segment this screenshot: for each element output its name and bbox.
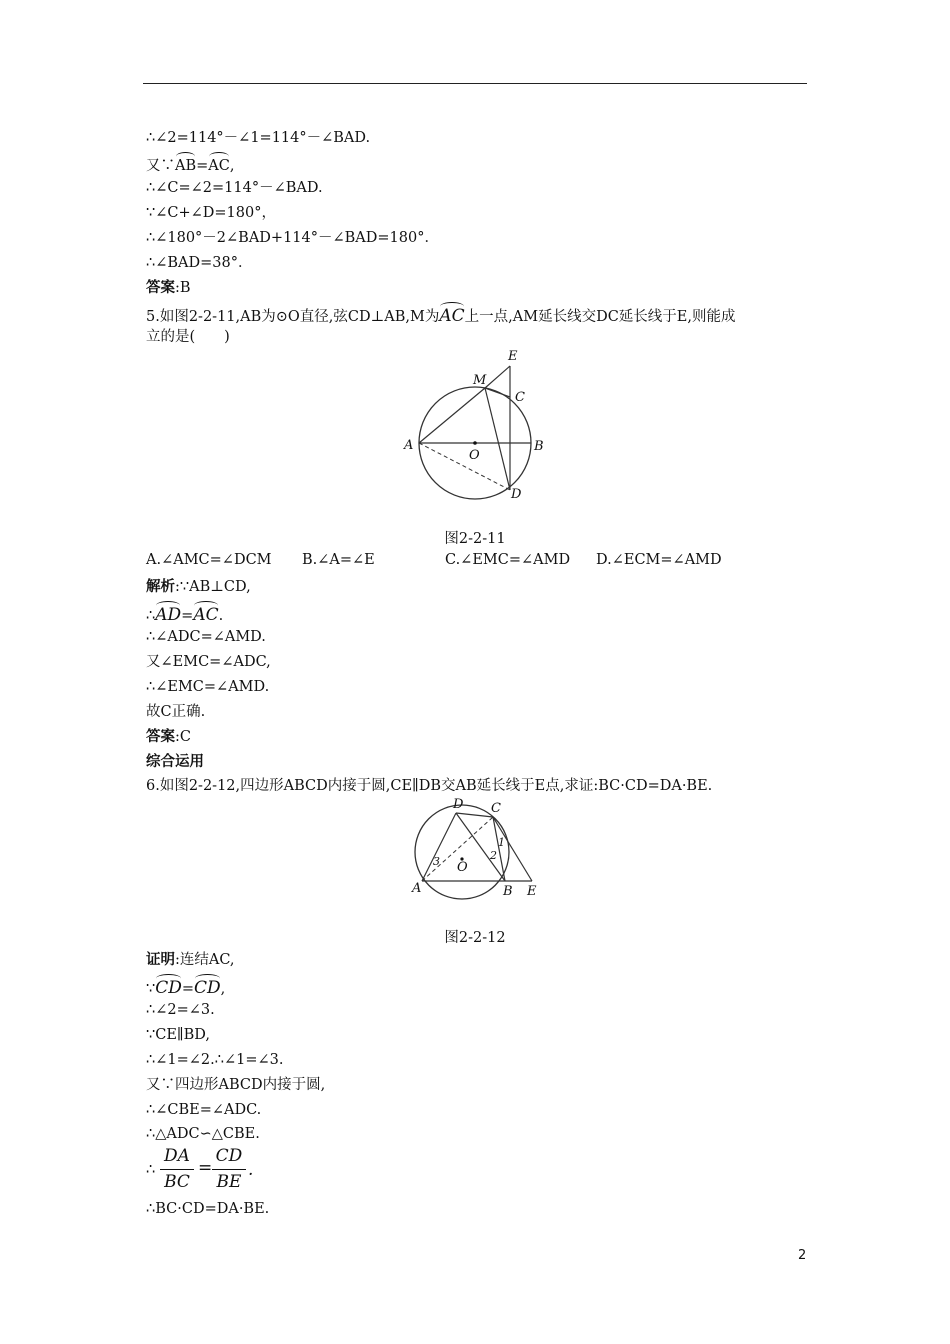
- figure-1-caption: 图2-2-11: [444, 531, 506, 547]
- segment-me: [485, 366, 510, 388]
- analysis-line4: 又∠EMC=∠ADC,: [146, 654, 271, 670]
- proof-line5: ∴∠1=∠2.∴∠1=∠3.: [146, 1052, 284, 1068]
- fraction-bar-1: [160, 1169, 194, 1170]
- line-bad: ∴∠BAD=38°．: [146, 255, 253, 271]
- question-6: 6.如图2-2-12,四边形ABCD内接于圆,CE∥DB交AB延长线于E点,求证:BC·CD=DA·BE.: [146, 778, 713, 794]
- label-c: C: [515, 390, 525, 405]
- answer-1: 答案:B: [146, 280, 191, 296]
- analysis-line6: 故C正确.: [146, 704, 206, 720]
- label-o-2: O: [457, 860, 468, 875]
- option-a: A.∠AMC=∠DCM: [146, 552, 272, 568]
- figure-2-2-11: [395, 340, 555, 510]
- fraction-bar-2: [212, 1169, 246, 1170]
- label-d: D: [511, 487, 522, 502]
- analysis-line3: ∴∠ADC=∠AMD.: [146, 629, 266, 645]
- label-d-2: D: [453, 797, 464, 812]
- denominator-bc: BC: [164, 1172, 190, 1192]
- side-ad: [422, 813, 456, 881]
- option-c: C.∠EMC=∠AMD: [445, 552, 571, 568]
- proof-line8: ∴△ADC∽△CBE.: [146, 1126, 260, 1142]
- proof-start: 证明:连结AC,: [146, 952, 235, 968]
- arc-cd-1: CD: [155, 974, 182, 998]
- option-d: D.∠ECM=∠AMD: [596, 552, 722, 568]
- figure-2-2-12: [405, 795, 555, 905]
- section-heading: 综合运用: [146, 754, 204, 770]
- label-angle-1: 1: [498, 836, 505, 849]
- analysis-arcs: ∴AD=AC.: [146, 601, 223, 626]
- proof-line4: ∵CE∥BD,: [146, 1027, 210, 1043]
- chord-md: [485, 388, 510, 490]
- header-rule: [143, 83, 807, 84]
- line-arc-equal: 又∵AB=AC,: [146, 152, 234, 176]
- center-dot: [473, 441, 477, 445]
- fraction-therefore: ∴: [146, 1162, 156, 1178]
- chord-am: [419, 388, 485, 443]
- analysis-start: 解析:∵AB⊥CD,: [146, 579, 251, 595]
- figure-2-caption: 图2-2-12: [444, 930, 506, 946]
- side-dc: [456, 813, 493, 817]
- fraction-period: .: [248, 1160, 254, 1180]
- label-b: B: [534, 439, 544, 454]
- numerator-da: DA: [164, 1146, 190, 1166]
- arc-cd-2: CD: [194, 974, 221, 998]
- line-angle-c: ∴∠C=∠2=114°－∠BAD.: [146, 180, 323, 196]
- proof-arcs: ∵CD=CD,: [146, 974, 225, 999]
- label-angle-3: 3: [433, 855, 440, 868]
- equals-sign: =: [198, 1158, 213, 1178]
- label-o: O: [469, 448, 480, 463]
- analysis-line5: ∴∠EMC=∠AMD.: [146, 679, 270, 695]
- label-e-2: E: [527, 884, 537, 899]
- numerator-cd: CD: [215, 1146, 243, 1166]
- label-c-2: C: [491, 801, 501, 816]
- chord-mc: [485, 388, 510, 397]
- proof-line7: ∴∠CBE=∠ADC.: [146, 1102, 262, 1118]
- question-5-line2: 立的是( ): [146, 329, 230, 345]
- dashed-ad: [419, 443, 510, 490]
- line-equation: ∴∠180°－2∠BAD+114°－∠BAD=180°．: [146, 230, 439, 246]
- answer-2: 答案:C: [146, 729, 191, 745]
- label-b-2: B: [503, 884, 513, 899]
- line-c-plus-d: ∵∠C+∠D=180°，: [146, 205, 276, 221]
- denominator-be: BE: [216, 1172, 242, 1192]
- arc-ac: AC: [208, 152, 230, 176]
- label-a-2: A: [412, 881, 422, 896]
- label-angle-2: 2: [490, 849, 497, 862]
- arc-ac-q5: AC: [439, 302, 464, 326]
- option-b: B.∠A=∠E: [302, 552, 375, 568]
- proof-conclusion: ∴BC·CD=DA·BE.: [146, 1201, 270, 1217]
- arc-ac-2: AC: [193, 601, 218, 625]
- label-e: E: [508, 349, 518, 364]
- proof-line6: 又∵四边形ABCD内接于圆,: [146, 1077, 326, 1093]
- label-a: A: [404, 438, 414, 453]
- page-number: 2: [798, 1248, 807, 1263]
- arc-ab: AB: [175, 152, 196, 176]
- question-5-line1: 5.如图2-2-11,AB为⊙O直径,弦CD⊥AB,M为AC上一点,AM延长线交DC延长线于E,则能成: [146, 302, 736, 327]
- arc-ad: AD: [155, 601, 181, 625]
- proof-line3: ∴∠2=∠3.: [146, 1002, 215, 1018]
- label-m: M: [473, 373, 487, 388]
- line-angle2: ∴∠2=114°－∠1=114°－∠BAD.: [146, 130, 371, 146]
